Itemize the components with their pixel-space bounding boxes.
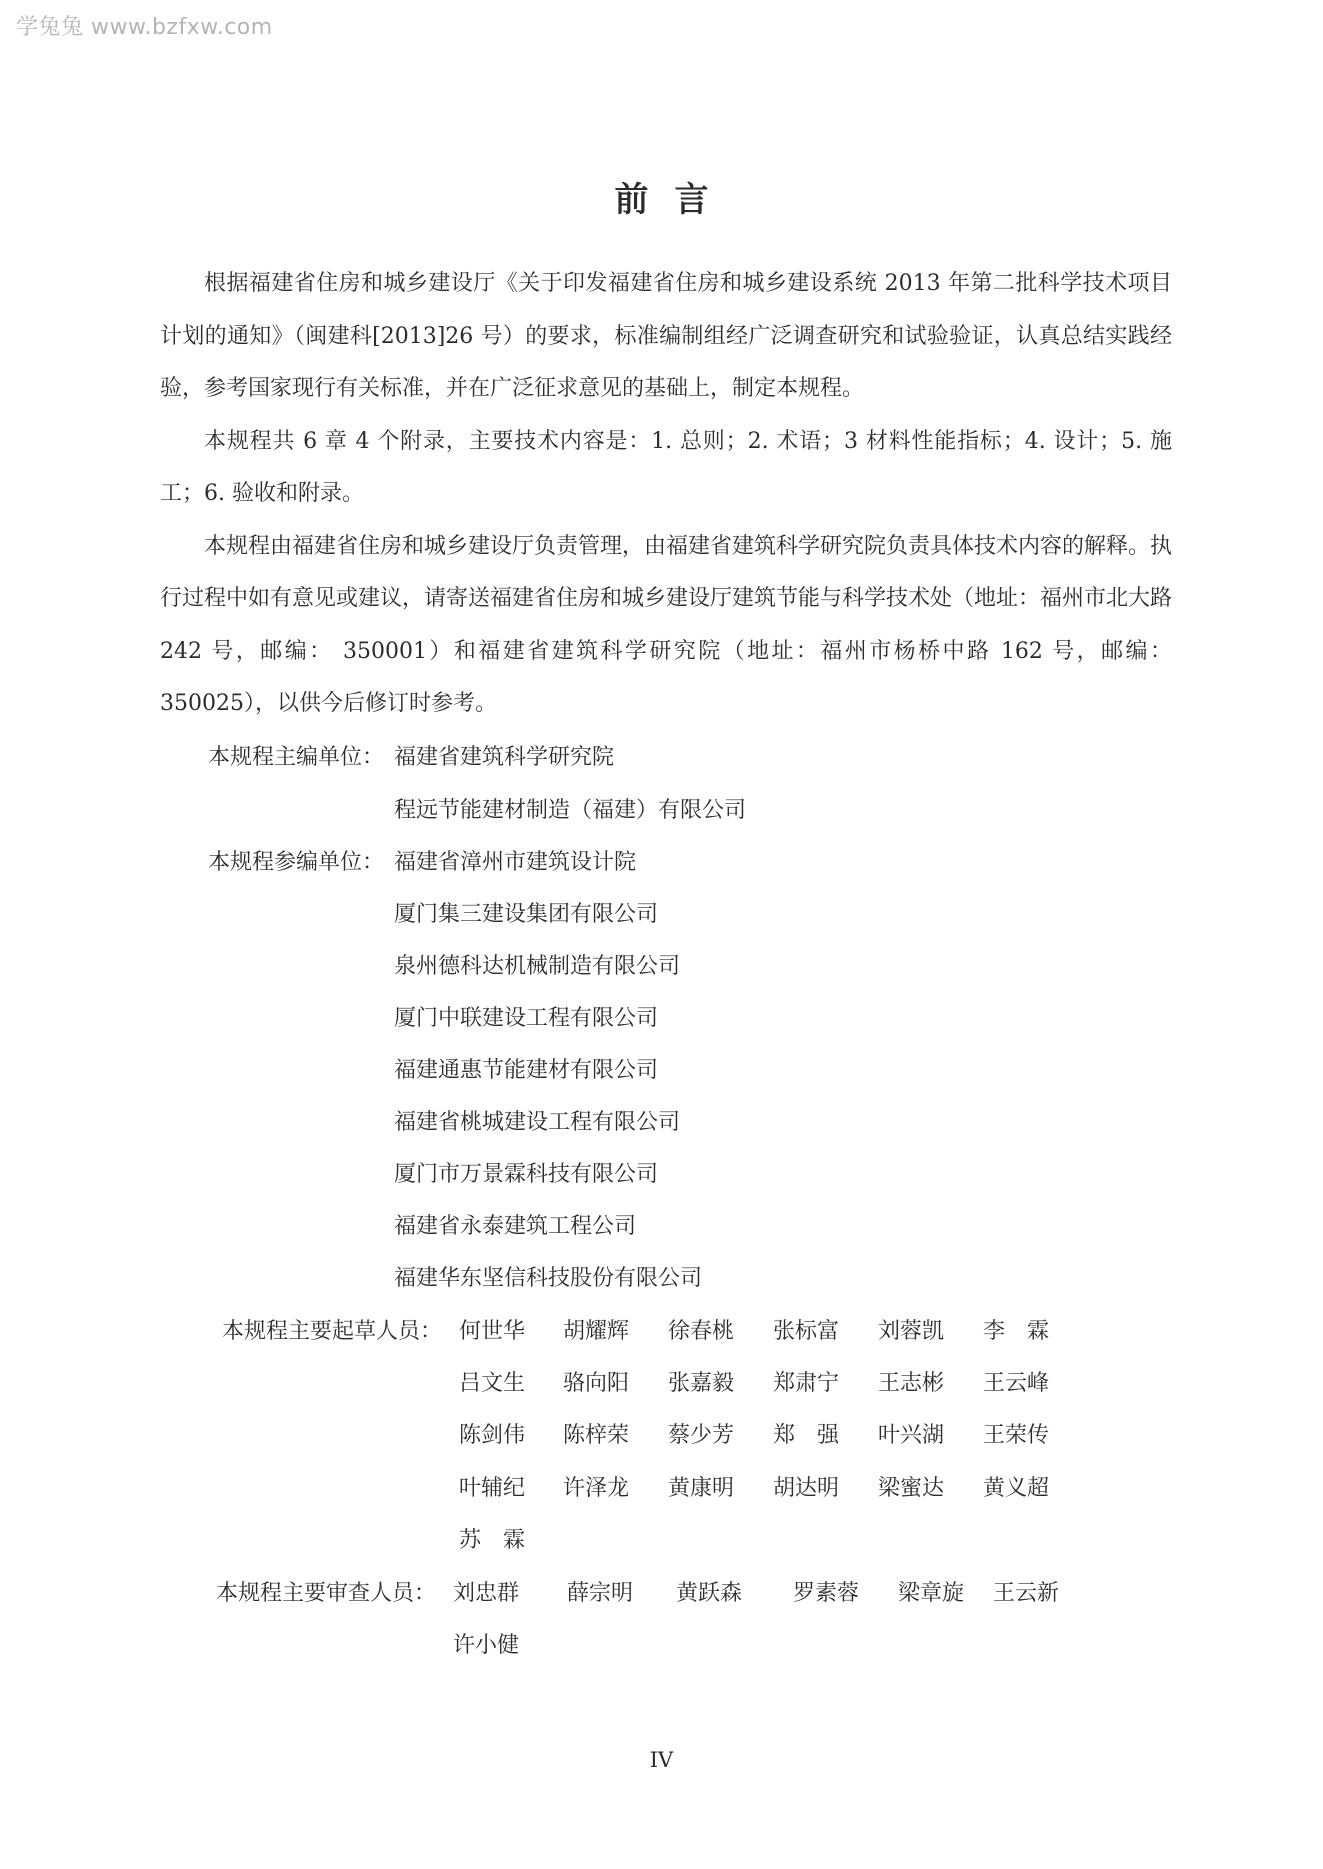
- drafter-name: 陈剑伟: [459, 1423, 526, 1448]
- watermark: 学兔兔 www.bzfxw.com: [16, 15, 273, 40]
- chief-units-label: 本规程主编单位：: [208, 745, 385, 770]
- drafter-name: 王志彬: [878, 1371, 945, 1396]
- drafter-name: 蔡少芳: [668, 1423, 735, 1448]
- paragraph: 本规程共 6 章 4 个附录，主要技术内容是：1. 总则；2. 术语；3 材料性能指标；4. 设计；5. 施工；6. 验收和附录。: [160, 428, 1172, 506]
- drafter-name: 郑肃宁: [773, 1371, 840, 1396]
- paragraph: 本规程由福建省住房和城乡建设厅负责管理，由福建省建筑科学研究院负责具体技术内容的解释。执行过程中如有意见或建议，请寄送福建省住房和城乡建设厅建筑节能与科学技术处（地址：福州市北大路 242 号，邮编： 350001）和福建省建筑科学研究院（地址：福州市杨桥中路 162 号，邮编：350025），以供今后修订时参考。: [160, 533, 1173, 716]
- reviewers-label: 本规程主要审查人员：: [216, 1581, 437, 1606]
- drafter-name: 梁蜜达: [878, 1476, 945, 1501]
- participating-unit: 厦门市万景霖科技有限公司: [394, 1162, 659, 1187]
- participating-unit: 福建省漳州市建筑设计院: [394, 850, 637, 875]
- drafter-name: 胡达明: [773, 1476, 840, 1501]
- participating-unit: 福建通惠节能建材有限公司: [394, 1058, 659, 1083]
- participating-unit: 福建华东坚信科技股份有限公司: [394, 1266, 703, 1291]
- drafters-label: 本规程主要起草人员：: [222, 1319, 443, 1344]
- drafter-name: 徐春桃: [668, 1319, 735, 1344]
- drafter-name: 刘蓉凯: [878, 1319, 945, 1344]
- participating-unit: 厦门中联建设工程有限公司: [394, 1006, 659, 1031]
- drafter-name: 叶兴湖: [878, 1423, 945, 1448]
- drafter-name: 胡耀辉: [563, 1319, 630, 1344]
- drafter-name: 黄义超: [983, 1476, 1050, 1501]
- reviewer-name: 许小健: [453, 1633, 520, 1658]
- drafter-name: 骆向阳: [563, 1371, 630, 1396]
- drafter-name: 叶辅纪: [459, 1476, 526, 1501]
- drafter-name: 李 霖: [983, 1319, 1050, 1344]
- chief-unit: 程远节能建材制造（福建）有限公司: [394, 798, 747, 823]
- preface-body: [160, 258, 1172, 731]
- page-number: IV: [649, 1748, 674, 1772]
- drafter-name: 张标富: [773, 1319, 840, 1344]
- reviewer-name: 罗素蓉: [793, 1581, 860, 1606]
- paragraph: 根据福建省住房和城乡建设厅《关于印发福建省住房和城乡建设系统 2013 年第二批科学技术项目计划的通知》（闽建科[2013]26 号）的要求，标准编制组经广泛调查研究和试验验证，认真总结实践经验，参考国家现行有关标准，并在广泛征求意见的基础上，制定本规程。: [160, 271, 1172, 401]
- reviewer-name: 王云新: [993, 1581, 1060, 1606]
- reviewer-name: 薛宗明: [567, 1581, 634, 1606]
- drafter-name: 黄康明: [668, 1476, 735, 1501]
- participating-unit: 福建省永泰建筑工程公司: [394, 1214, 637, 1239]
- drafter-name: 王云峰: [983, 1371, 1050, 1396]
- reviewer-name: 黄跃森: [676, 1581, 743, 1606]
- drafter-name: 郑 强: [773, 1423, 840, 1448]
- participating-units-label: 本规程参编单位：: [208, 850, 385, 875]
- drafter-name: 何世华: [459, 1319, 526, 1344]
- drafter-name: 陈梓荣: [563, 1423, 630, 1448]
- page-title: 前言: [614, 180, 735, 220]
- reviewer-name: 梁章旋: [898, 1581, 965, 1606]
- participating-unit: 福建省桃城建设工程有限公司: [394, 1110, 681, 1135]
- chief-unit: 福建省建筑科学研究院: [394, 745, 615, 770]
- drafter-name: 王荣传: [983, 1423, 1050, 1448]
- participating-unit: 泉州德科达机械制造有限公司: [394, 954, 681, 979]
- drafter-name: 吕文生: [459, 1371, 526, 1396]
- drafter-name: 张嘉毅: [668, 1371, 735, 1396]
- reviewer-name: 刘忠群: [453, 1581, 520, 1606]
- drafter-name: 苏 霖: [459, 1528, 526, 1553]
- participating-unit: 厦门集三建设集团有限公司: [394, 902, 659, 927]
- drafter-name: 许泽龙: [563, 1476, 630, 1501]
